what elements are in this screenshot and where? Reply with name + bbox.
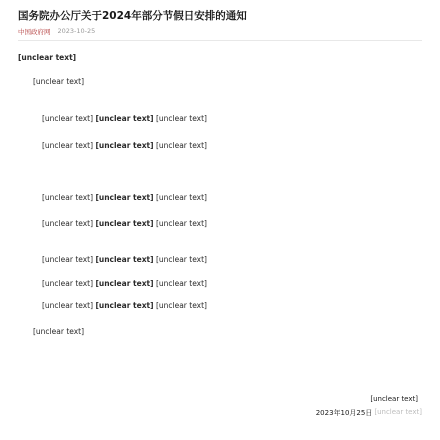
holiday-name: [unclear text] xyxy=(95,193,154,202)
watermark-text: [unclear text] xyxy=(374,408,422,416)
holiday-arrangement: [unclear text] xyxy=(155,114,207,123)
notice-title: 国务院办公厅关于2024年部分节假日安排的通知 xyxy=(18,10,247,22)
holiday-number: [unclear text] xyxy=(42,301,94,310)
holiday-arrangement: [unclear text] xyxy=(155,279,207,288)
holiday-arrangement: [unclear text] xyxy=(155,219,207,228)
holiday-name: [unclear text] xyxy=(95,141,154,150)
holiday-number: [unclear text] xyxy=(42,141,94,150)
holiday-arrangement: [unclear text] xyxy=(155,255,207,264)
holiday-name: [unclear text] xyxy=(95,301,154,310)
holiday-item xyxy=(26,140,422,151)
issuer-signature: [unclear text] xyxy=(370,395,418,403)
holiday-item xyxy=(26,218,422,229)
holiday-arrangement: [unclear text] xyxy=(155,193,207,202)
holiday-name: [unclear text] xyxy=(95,219,154,228)
source-label[interactable]: 中国政府网 xyxy=(18,28,51,36)
holiday-number: [unclear text] xyxy=(42,255,94,264)
intro-paragraph: [unclear text] xyxy=(33,77,85,86)
title-divider xyxy=(18,40,422,41)
holiday-item xyxy=(26,300,422,311)
holiday-number: [unclear text] xyxy=(42,114,94,123)
holiday-number: [unclear text] xyxy=(42,279,94,288)
meta-row xyxy=(18,27,109,36)
publish-date: 2023-10-25 xyxy=(57,27,96,35)
holiday-arrangement: [unclear text] xyxy=(155,141,207,150)
holiday-item xyxy=(26,192,422,203)
holiday-name: [unclear text] xyxy=(95,255,154,264)
closing-paragraph: [unclear text] xyxy=(33,327,85,336)
salutation: [unclear text] xyxy=(18,53,77,62)
holiday-number: [unclear text] xyxy=(42,193,94,202)
holiday-number: [unclear text] xyxy=(42,219,94,228)
holiday-item xyxy=(26,113,422,124)
signature-date-line xyxy=(316,408,422,418)
holiday-item xyxy=(26,278,422,289)
holiday-arrangement: [unclear text] xyxy=(155,301,207,310)
holiday-name: [unclear text] xyxy=(95,114,154,123)
signature-date: 2023年10月25日 xyxy=(315,409,373,417)
holiday-name: [unclear text] xyxy=(95,279,154,288)
holiday-item xyxy=(26,254,422,265)
